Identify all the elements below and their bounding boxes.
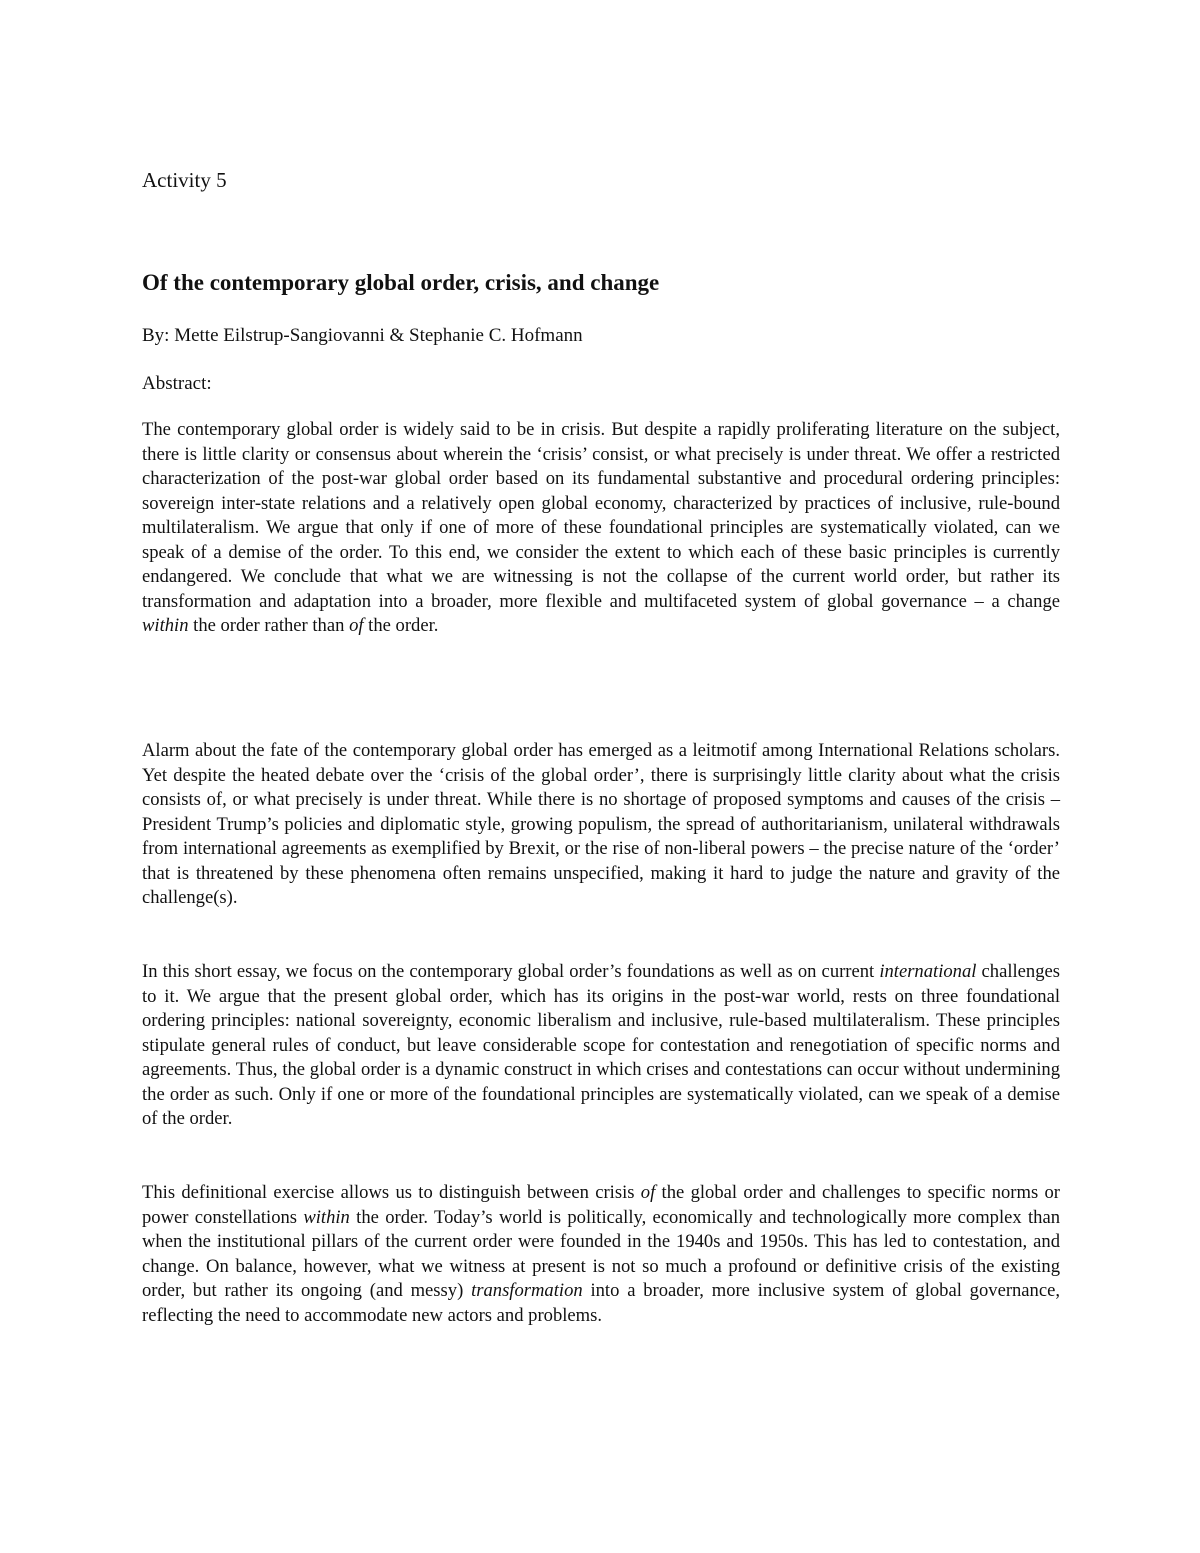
author-byline: By: Mette Eilstrup-Sangiovanni & Stephanie C. Hofmann — [142, 325, 583, 346]
abstract-heading: Abstract: — [142, 373, 212, 394]
abstract-text: the order rather than — [188, 615, 350, 636]
abstract-text: The contemporary global order is widely said to be in crisis. But despite a rapidly proliferating literature on the subject, there is little clarity or consensus about wherein the ‘crisis’ consist, or what precisely is under threat. We offer a restricted characterization of the post-war global order based on its fundamental substantive and procedural ordering principles: sovereign inter-state relations and a relatively open global economy, characterized by practices of inclusive, rule-bound multilateralism. We argue that only if one of more of these foundational principles are systematically violated, can we speak of a demise of the order. To this end, we consider the extent to which each of these basic principles is currently endangered. We conclude that what we are witnessing is not the collapse of the current world order, but rather its transformation and adaptation into a broader, more flexible and multifaceted system of global governance – a change — [142, 419, 1060, 612]
emphasis-international: international — [879, 961, 977, 982]
paragraph-text: the global order and challenges to specific norms or power constellations — [142, 1182, 1060, 1228]
paragraph-text: In this short essay, we focus on the contemporary global order’s foundations as well as on current — [142, 961, 880, 982]
abstract-emphasis-within: within — [142, 615, 189, 636]
emphasis-of: of — [640, 1182, 656, 1203]
paragraph-text: This definitional exercise allows us to distinguish between crisis — [142, 1182, 641, 1203]
activity-label: Activity 5 — [142, 168, 227, 192]
paragraph-text: into a broader, more inclusive system of global governance, reflecting the need to accommodate new actors and problems. — [142, 1280, 1061, 1326]
paragraph-text: challenges to it. We argue that the present global order, which has its origins in the post-war world, rests on three foundational ordering principles: national sovereignty, economic liberalism and inclusive, rule-based multilateralism. These principles stipulate general rules of conduct, but leave considerable scope for contestation and renegotiation of specific norms and agreements. Thus, the global order is a dynamic construct in which crises and contestations can occur without undermining the order as such. Only if one or more of the foundational principles are systematically violated, can we speak of a demise of the order. — [142, 961, 1060, 1129]
abstract-text: the order. — [363, 615, 439, 636]
paragraph-text: the order. Today’s world is politically, economically and technologically more complex than when the institutional pillars of the current order were founded in the 1940s and 1950s. This has led to contestation, and change. On balance, however, what we witness at present is not so much a profound or definitive crisis of the existing order, but rather its ongoing (and messy) — [142, 1206, 1060, 1301]
body-paragraph-1: Alarm about the fate of the contemporary global order has emerged as a leitmotif among International Relations scholars. Yet despite the heated debate over the ‘crisis of the global order’, there is surprisingly little clarity about what the crisis consists of, or what precisely is under threat. While there is no shortage of proposed symptoms and causes of the crisis – President Trump’s policies and diplomatic style, growing populism, the spread of authoritarianism, unilateral withdrawals from international agreements as exemplified by Brexit, or the rise of non-liberal powers – the precise nature of the ‘order’ that is threatened by these phenomena often remains unspecified, making it hard to judge the nature and gravity of the challenge(s). — [142, 740, 1060, 908]
abstract-paragraph — [142, 418, 1060, 639]
emphasis-within: within — [303, 1206, 350, 1228]
emphasis-transformation: transformation — [471, 1280, 583, 1301]
body-paragraph-3 — [142, 1181, 1060, 1328]
abstract-emphasis-of: of — [349, 615, 364, 636]
document-title: Of the contemporary global order, crisis, and change — [142, 270, 660, 295]
body-paragraph-2 — [142, 960, 1060, 1132]
